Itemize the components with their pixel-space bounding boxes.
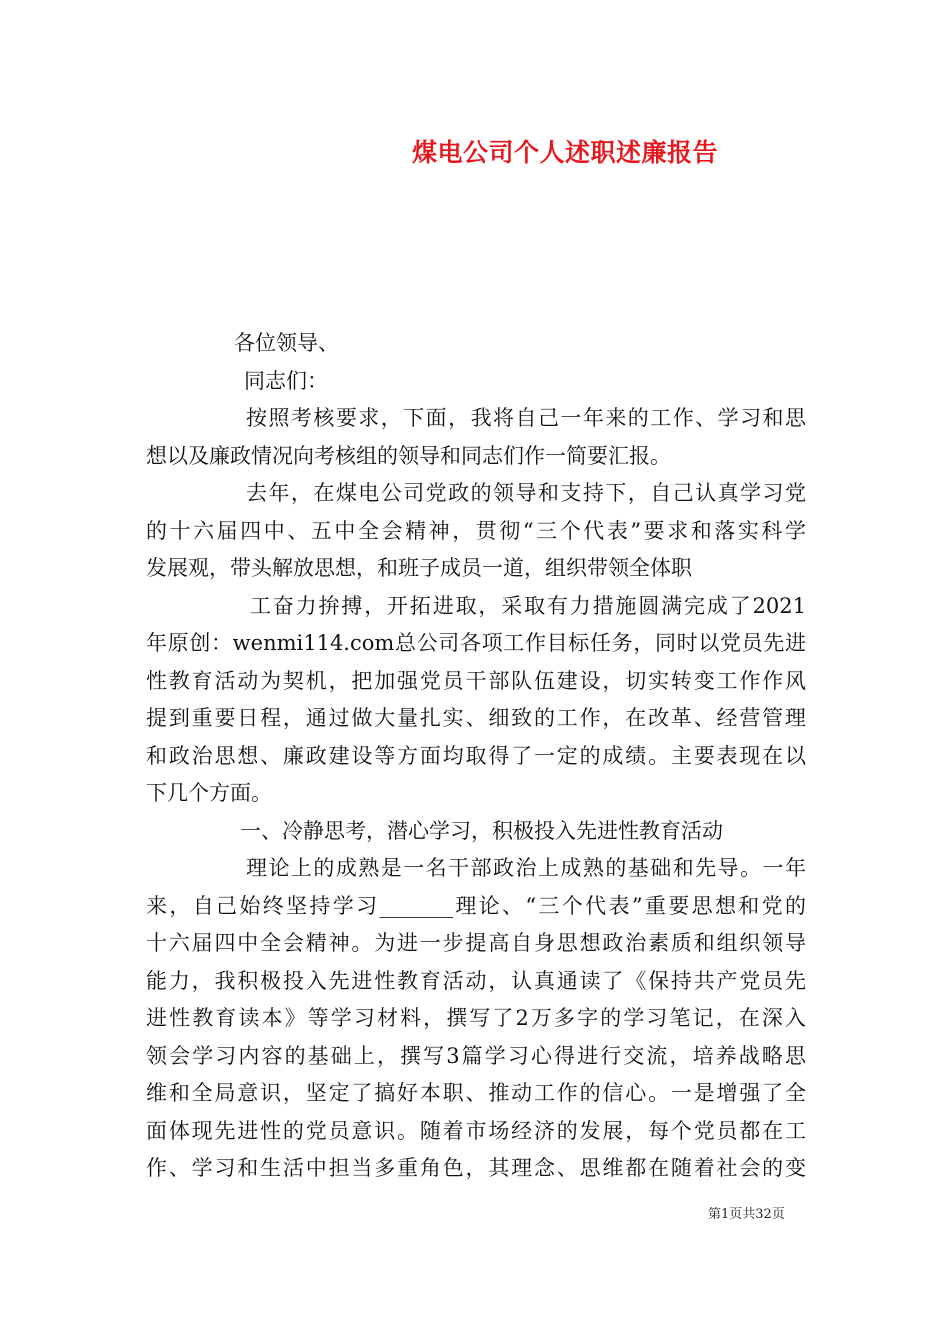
paragraph-line: 年原创：wenmi114.com总公司各项工作目标任务，同时以党员先进 xyxy=(146,631,806,655)
paragraph-line: 的十六届四中、五中全会精神，贯彻“三个代表”要求和落实科学 xyxy=(146,518,806,543)
paragraph-line: 性教育活动为契机，把加强党员干部队伍建设，切实转变工作作风 xyxy=(146,668,806,693)
paragraph-line: 领会学习内容的基础上，撰写3篇学习心得进行交流，培养战略思 xyxy=(146,1043,806,1068)
paragraph-line: 理论上的成熟是一名干部政治上成熟的基础和先导。一年 xyxy=(246,856,806,880)
paragraph-line: 下几个方面。 xyxy=(146,781,272,805)
paragraph-line: 进性教育读本》等学习材料，撰写了2万多字的学习笔记，在深入 xyxy=(146,1006,806,1030)
paragraph-line: 能力，我积极投入先进性教育活动，认真通读了《保持共产党员先 xyxy=(146,968,806,993)
paragraph-line: 提到重要日程，通过做大量扎实、细致的工作，在改革、经营管理 xyxy=(146,706,806,730)
document-title: 煤电公司个人述职述廉报告 xyxy=(412,138,719,167)
paragraph-line: 发展观，带头解放思想，和班子成员一道，组织带领全体职 xyxy=(146,556,692,580)
paragraph-line: 作、学习和生活中担当多重角色，其理念、思维都在随着社会的变 xyxy=(146,1156,806,1180)
paragraph-line: 维和全局意识，坚定了搞好本职、推动工作的信心。一是增强了全 xyxy=(146,1081,806,1105)
document-body xyxy=(146,325,806,1188)
section-heading: 一、冷静思考，潜心学习，积极投入先进性教育活动 xyxy=(240,818,723,843)
paragraph-line: 来，自己始终坚持学习_______理论、“三个代表”重要思想和党的 xyxy=(146,893,806,918)
paragraph-line: 想以及廉政情况向考核组的领导和同志们作一简要汇报。 xyxy=(146,443,671,468)
paragraph-line: 去年，在煤电公司党政的领导和支持下，自己认真学习党 xyxy=(246,481,806,505)
paragraph-line: 按照考核要求，下面，我将自己一年来的工作、学习和思 xyxy=(246,406,806,430)
page-number: 第1页共32页 xyxy=(708,1207,785,1222)
paragraph-line: 面体现先进性的党员意识。随着市场经济的发展，每个党员都在工 xyxy=(146,1118,806,1143)
paragraph-line: 工奋力拚搏，开拓进取，采取有力措施圆满完成了2021 xyxy=(250,593,806,618)
paragraph-line: 和政治思想、廉政建设等方面均取得了一定的成绩。主要表现在以 xyxy=(146,743,806,768)
salutation-line: 各位领导、 xyxy=(234,331,339,355)
salutation-line: 同志们： xyxy=(244,368,328,393)
paragraph-line: 十六届四中全会精神。为进一步提高自身思想政治素质和组织领导 xyxy=(146,931,806,955)
